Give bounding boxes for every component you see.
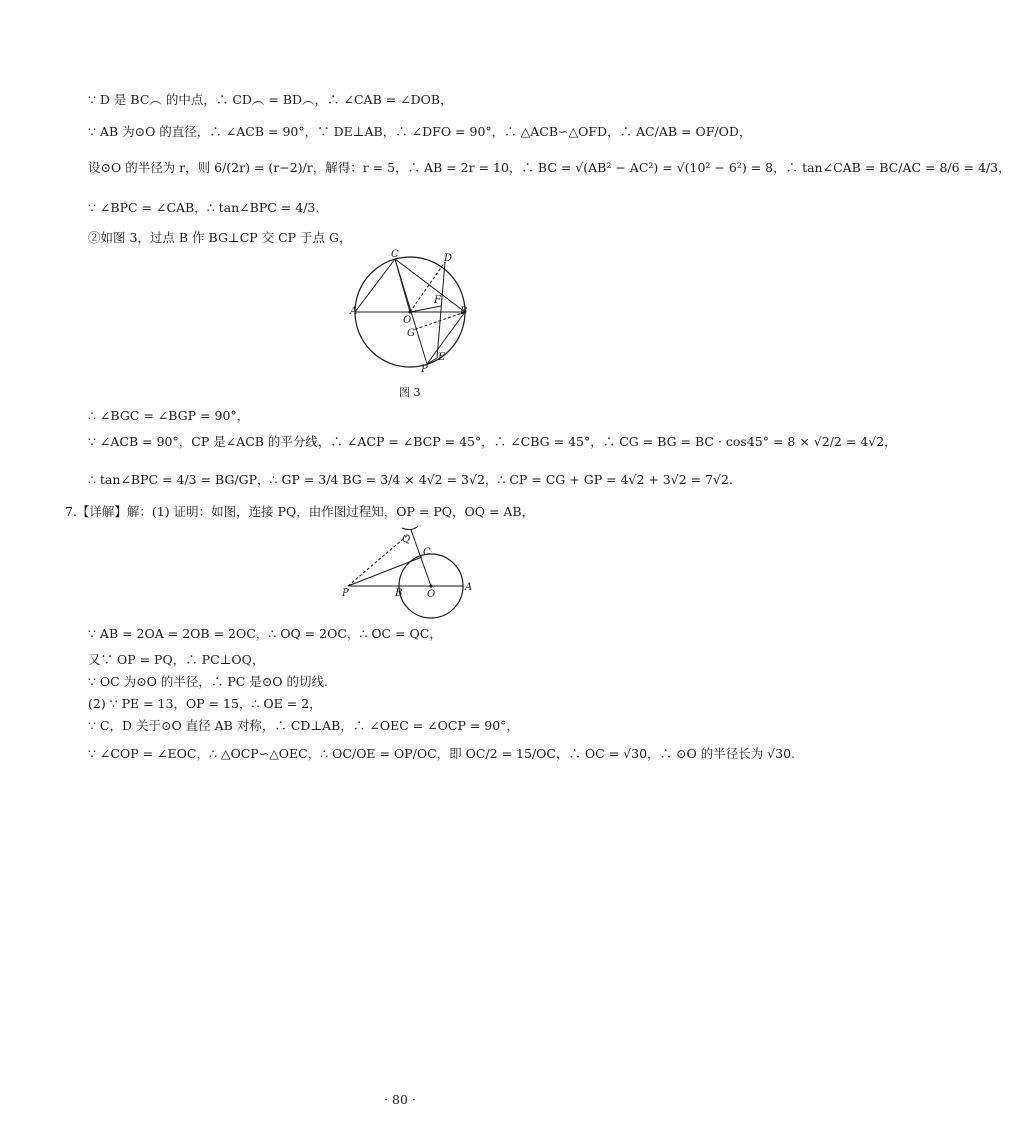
segment-bp — [427, 312, 465, 364]
segment-of — [410, 306, 441, 312]
line-10: 又∵ OP = PQ，∴ PC⊥OQ， — [88, 652, 265, 667]
question-7-header: 7.【详解】解：(1) 证明：如图，连接 PQ，由作图过程知，OP = PQ，OQ = AB， — [65, 504, 535, 519]
line-4: ∵ ∠BPC = ∠CAB，∴ tan∠BPC = 4/3. — [88, 200, 320, 215]
label-g: G — [407, 328, 415, 339]
label-c: C — [423, 547, 431, 558]
label-c: C — [391, 249, 399, 260]
label-p: P — [342, 588, 349, 599]
arc-mark — [402, 526, 418, 530]
figure-7-diagram — [340, 524, 475, 604]
line-9: ∵ AB = 2OA = 2OB = 2OC，∴ OQ = 2OC，∴ OC = QC， — [88, 626, 442, 641]
label-a: A — [350, 306, 358, 317]
label-o: O — [427, 589, 436, 600]
segment-oq — [411, 530, 431, 586]
line-2: ∵ AB 为⊙O 的直径，∴ ∠ACB = 90°，∵ DE⊥AB，∴ ∠DFO = 90°，∴ △ACB∽△OFD，∴ AC/AB = OF/OD， — [88, 124, 752, 139]
line-13: ∵ C，D 关于⊙O 直径 AB 对称，∴ CD⊥AB，∴ ∠OEC = ∠OCP = 90°， — [88, 718, 519, 733]
label-e: E — [438, 352, 446, 363]
line-7: ∵ ∠ACB = 90°，CP 是∠ACB 的平分线，∴ ∠ACP = ∠BCP = 45°，∴ ∠CBG = 45°，∴ CG = BG = BC · cos45° = 8 × √2/2 = 4√2， — [88, 434, 897, 449]
label-p: P — [421, 364, 428, 375]
segment-cb — [395, 259, 465, 312]
segment-ac — [355, 259, 395, 312]
line-12: (2) ∵ PE = 13，OP = 15，∴ OE = 2， — [88, 696, 322, 711]
label-a: A — [465, 582, 473, 593]
line-5: ②如图 3，过点 B 作 BG⊥CP 交 CP 于点 G， — [88, 230, 352, 245]
figure-3-caption: 图 3 — [399, 386, 421, 399]
label-b: B — [395, 588, 403, 599]
segment-de — [437, 262, 445, 358]
line-14: ∵ ∠COP = ∠EOC，∴ △OCP∽△OEC，∴ OC/OE = OP/OC，即 OC/2 = 15/OC，∴ OC = √30，∴ ⊙O 的半径长为 √30. — [88, 746, 796, 761]
line-11: ∵ OC 为⊙O 的半径，∴ PC 是⊙O 的切线. — [88, 674, 328, 689]
label-o: O — [403, 315, 412, 326]
page-number: · 80 · — [384, 1092, 416, 1107]
label-q: Q — [402, 534, 411, 545]
label-d: D — [444, 253, 453, 264]
figure-3-diagram — [345, 248, 475, 378]
segment-bg-dashed — [413, 312, 465, 330]
label-f: F — [434, 295, 441, 306]
line-8: ∴ tan∠BPC = 4/3 = BG/GP，∴ GP = 3/4 BG = 3/4 × 4√2 = 3√2，∴ CP = CG + GP = 4√2 + 3√2 = 7√2. — [88, 472, 733, 487]
line-6: ∴ ∠BGC = ∠BGP = 90°， — [88, 408, 250, 423]
line-3: 设⊙O 的半径为 r，则 6/(2r) = (r−2)/r，解得：r = 5，∴ AB = 2r = 10，∴ BC = √(AB² − AC²) = √(10² − 6²) = 8，∴ tan∠CAB = BC/AC = 8/6 = 4/3， — [88, 160, 1011, 175]
line-1: ∵ D 是 BC︵ 的中点，∴ CD︵ = BD︵，∴ ∠CAB = ∠DOB， — [88, 92, 453, 107]
segment-pc — [348, 557, 422, 586]
label-b: B — [460, 306, 468, 317]
